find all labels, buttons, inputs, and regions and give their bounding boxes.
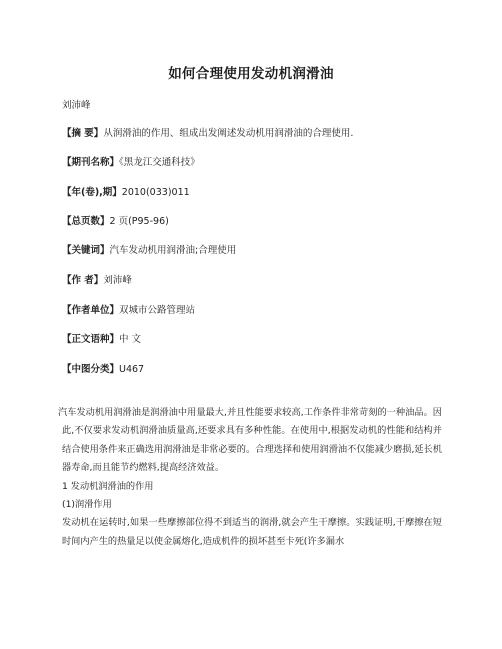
meta-value: 刘沛峰 — [103, 275, 132, 286]
meta-label: 【作者单位】 — [62, 305, 120, 316]
meta-keywords — [62, 244, 442, 258]
subsection-heading: (1)润滑作用 — [62, 499, 112, 511]
document-author: 刘沛峰 — [62, 100, 91, 111]
meta-author — [62, 274, 442, 288]
meta-label: 【正文语种】 — [62, 334, 120, 345]
meta-label: 【摘 要】 — [62, 128, 104, 139]
meta-label: 【关键词】 — [62, 245, 110, 256]
meta-abstract — [62, 127, 442, 141]
meta-label: 【年(卷),期】 — [62, 187, 122, 198]
meta-value: 汽车发动机用润滑油;合理使用 — [109, 245, 237, 256]
meta-value: 《黑龙江交通科技》 — [119, 157, 200, 168]
body-content — [58, 404, 442, 551]
meta-label: 【作 者】 — [62, 275, 104, 286]
intro-paragraph: 汽车发动机用润滑油是润滑油中用量最大,并且性能要求较高,工作条件非常苛刻的一种油品。因此,不仅要求发动机润滑油质量高,还要求具有多种性能。在使用中,根据发动机的性能和结构并结合使用条件来正确选用润滑油是非常必要的。合理选择和使用润滑油不仅能减少磨损,延长机器寿命,而且能节约燃料,提高经济效益。 — [58, 407, 442, 474]
meta-value: 从润滑油的作用、组成出发阐述发动机用润滑油的合理使用. — [103, 128, 354, 139]
meta-affiliation — [62, 304, 442, 318]
meta-label: 【总页数】 — [62, 216, 110, 227]
meta-value: 2010(033)011 — [121, 187, 190, 198]
section-heading: 1 发动机润滑油的作用 — [62, 480, 154, 492]
meta-label: 【期刊名称】 — [62, 157, 120, 168]
meta-value: U467 — [119, 364, 145, 375]
meta-label: 【中图分类】 — [62, 364, 120, 375]
meta-journal — [62, 156, 442, 170]
meta-value: 中 文 — [119, 334, 142, 345]
body-paragraph: 发动机在运转时,如果一些摩擦部位得不到适当的润滑,就会产生干摩擦。实践证明,干摩擦在短时间内产生的热量足以使金属熔化,造成机件的损坏甚至卡死(许多漏水 — [62, 517, 442, 547]
meta-year-volume-issue — [62, 186, 442, 200]
meta-language — [62, 333, 442, 347]
document-title: 如何合理使用发动机润滑油 — [168, 66, 334, 82]
meta-value: 2 页(P95-96) — [109, 216, 169, 227]
meta-total-pages — [62, 215, 442, 229]
meta-value: 双城市公路管理站 — [119, 305, 196, 316]
meta-classification — [62, 363, 442, 377]
